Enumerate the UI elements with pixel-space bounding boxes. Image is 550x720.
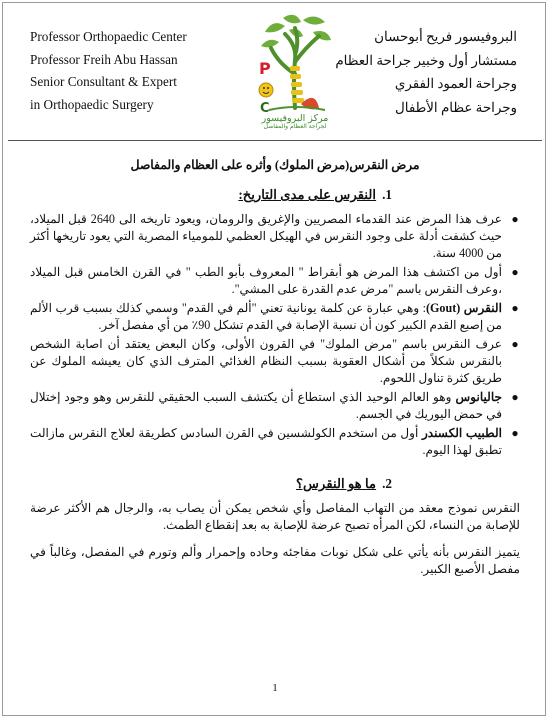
item-bold-lead: جاليانوس <box>455 390 502 404</box>
logo-caption: مركز البروفيسور <box>261 113 329 124</box>
bullet-icon: ● <box>511 265 519 279</box>
en-line-center: Professor Orthopaedic Center <box>30 29 187 44</box>
tree-logo-icon <box>255 12 335 130</box>
item-bold-lead: النقرس (Gout) <box>425 301 502 315</box>
history-list <box>30 211 520 459</box>
paragraph: يتميز النقرس بأنه يأتي على شكل نوبات مفاجئه وحاده وإحمرار وألم وتورم في المفصل، وغالباً في مفصل الأصبع الكبير. <box>30 545 520 576</box>
logo-subcaption: لجراحة العظام والمفاصل <box>263 123 327 130</box>
page-number: 1 <box>272 682 278 694</box>
section-2-heading <box>30 475 520 492</box>
list-item <box>30 389 519 423</box>
en-line-specialty: in Orthopaedic Surgery <box>30 96 154 112</box>
ar-line-title: مستشار أول وخبير جراحة العظام <box>335 52 517 68</box>
bullet-icon: ● <box>511 390 519 404</box>
list-item <box>30 425 519 459</box>
header-divider <box>8 140 542 141</box>
item-bold-lead: الطبيب الكسندر <box>421 426 502 440</box>
bullet-icon: ● <box>511 337 519 351</box>
bullet-icon: ● <box>511 426 519 440</box>
section-1-number: 1. <box>382 187 392 202</box>
list-item <box>30 264 519 298</box>
item-text: : وهي عبارة عن كلمة يونانية تعني "ألم في القدم" وسمي كذلك بسبب قرب الألم من إصبع القدم الكبير كون أن نسبة الإصابة في القدم تشكل 90٪ من أي مفصل آخر. <box>30 301 502 332</box>
paragraph: النقرس نموذج معقد من التهاب المفاصل وأي شخص يمكن أن يصاب به، والرجال هم الأكثر عرضة للإصابة من النساء، لكن المرأه تصبح عرضة للإصابة به بعد إنقطاع الطمث. <box>30 501 520 532</box>
bullet-icon: ● <box>511 212 519 226</box>
en-line-title: Senior Consultant & Expert <box>30 74 177 89</box>
arabic-letterhead <box>337 25 517 119</box>
item-text: عرف النقرس باسم "مرض الملوك" في القرون الأولى، وكان البعض يعتقد أن اصابة الشخص بالنقرس شكلاً من أشكال العقوبة بسبب النظام الغذائي المترف الذي كان يعيشه الملوك عن طريق كثرة تناول اللحوم. <box>30 337 502 385</box>
list-item <box>30 300 519 334</box>
english-letterhead <box>30 26 240 116</box>
ar-line-name: البروفيسور فريح أبوحسان <box>374 29 517 44</box>
section-2-number: 2. <box>382 476 392 491</box>
monogram-p: P <box>259 59 271 78</box>
en-line-name: Professor Freih Abu Hassan <box>30 51 178 67</box>
item-text: أول من استخدم الكولشسين في القرن السادس كطريقة لعلاج النقرس مازالت تطبق لهذا اليوم. <box>30 426 502 457</box>
item-text: وهو العالم الوحيد الذي استطاع أن يكتشف السبب الحقيقي للنقرس وهو وجود إختلال في حمض اليوريك في الجسم. <box>30 390 502 421</box>
section-1-title: النقرس على مدى التاريخ: <box>238 187 377 202</box>
section-2-title: ما هو النقرس؟ <box>295 476 377 491</box>
item-text: أول من اكتشف هذا المرض هو أبقراط " المعروف بأبو الطب " في القرن الخامس قبل الميلاد ،وعرف النقرس باسم "مرض عدم القدرة على المشي". <box>30 265 502 296</box>
letterhead <box>0 0 550 140</box>
document-body <box>30 155 520 584</box>
bullet-icon: ● <box>511 301 519 315</box>
center-logo <box>255 12 335 130</box>
monogram-c: C <box>260 101 270 116</box>
list-item <box>30 211 519 262</box>
item-text: عرف هذا المرض عند القدماء المصريين والإغريق والرومان، ويعود تاريخه الى 2640 قبل الميلاد، حيث كشفت أدلة على وجود النقرس في الهيكل العظمي للمومياء المصرية التي يعود تاريخها أكثر من 4000 سنة. <box>30 212 502 260</box>
ar-line-spine: وجراحة العمود الفقري <box>394 76 517 91</box>
list-item <box>30 336 519 387</box>
document-title: مرض النقرس(مرض الملوك) وأثره على العظام والمفاصل <box>130 158 420 172</box>
ar-line-pediatric: وجراحة عظام الأطفال <box>395 99 517 115</box>
section-1-heading <box>30 186 520 203</box>
